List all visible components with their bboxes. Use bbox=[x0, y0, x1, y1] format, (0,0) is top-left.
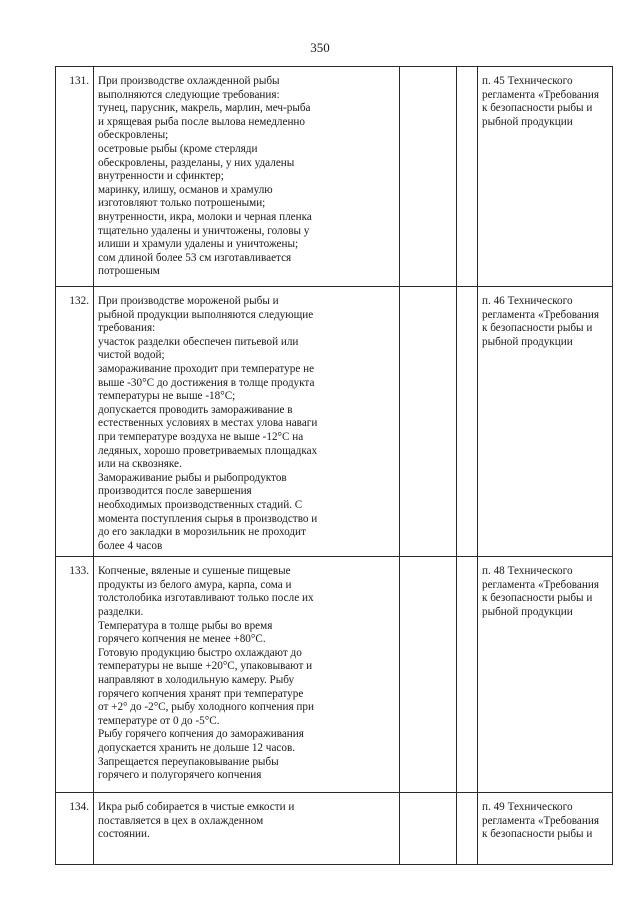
empty-cell bbox=[400, 557, 457, 793]
requirement-text-line: горячего и полугорячего копчения bbox=[98, 769, 262, 782]
row-number: 132. bbox=[56, 287, 94, 557]
requirement-text-line: рыбной продукции выполняются следующие bbox=[98, 308, 314, 321]
row-number: 134. bbox=[56, 793, 94, 865]
requirement-text-line: осетровые рыбы (кроме стерляди bbox=[98, 142, 258, 155]
requirement-text-line: до его закладки в морозильник не проходит bbox=[98, 526, 306, 539]
empty-cell bbox=[400, 287, 457, 557]
requirement-text-line: выше -30°С до достижения в толще продукта bbox=[98, 376, 315, 389]
regulation-reference bbox=[478, 287, 613, 557]
requirement-text-line: более 4 часов bbox=[98, 539, 163, 552]
row-number: 133. bbox=[56, 557, 94, 793]
requirement-text-line: Готовую продукцию быстро охлаждают до bbox=[98, 646, 302, 659]
regulation-reference bbox=[478, 793, 613, 865]
regulation-reference-line: регламента «Требования bbox=[482, 578, 600, 591]
requirement-text-line: замораживание проходит при температуре не bbox=[98, 362, 315, 375]
table-row bbox=[56, 557, 613, 793]
requirement-text-line: тщательно удалены и уничтожены, головы у bbox=[98, 224, 310, 237]
requirement-text-line: от +2° до -2°С, рыбу холодного копчения при bbox=[98, 701, 314, 714]
requirement-text-line: тунец, парусник, макрель, марлин, меч-рыба bbox=[98, 102, 311, 115]
requirement-text-line: сом длиной более 53 см изготавливается bbox=[98, 251, 292, 264]
requirement-text-line: горячего копчения не менее +80°С. bbox=[98, 633, 266, 646]
table-row bbox=[56, 793, 613, 865]
regulation-reference-line: п. 49 Технического bbox=[482, 801, 573, 814]
regulation-reference-line: п. 48 Технического bbox=[482, 565, 573, 578]
requirement-text-line: или на сквозняке. bbox=[98, 458, 182, 471]
regulation-reference-line: регламента «Требования bbox=[482, 308, 600, 321]
regulation-reference-line: к безопасности рыбы и bbox=[482, 322, 593, 335]
requirement-text-line: Рыбу горячего копчения до замораживания bbox=[98, 728, 304, 741]
requirement-text-line: илиши и храмули удалены и уничтожены; bbox=[98, 238, 299, 251]
requirement-text-line: Запрещается переупаковывание рыбы bbox=[98, 755, 279, 768]
regulation-reference-line: рыбной продукции bbox=[482, 115, 573, 128]
requirement-text-line: необходимых производственных стадий. С bbox=[98, 498, 303, 511]
requirement-text-line: При производстве охлажденной рыбы bbox=[98, 75, 280, 87]
requirement-text bbox=[94, 793, 400, 865]
regulation-reference-line: к безопасности рыбы и bbox=[482, 102, 593, 115]
regulation-reference bbox=[478, 557, 613, 793]
requirement-text-line: выполняются следующие требования: bbox=[98, 88, 280, 101]
table-row bbox=[56, 287, 613, 557]
regulation-reference-line: п. 45 Технического bbox=[482, 75, 573, 87]
requirement-text-line: изготовляют только потрошеными; bbox=[98, 197, 266, 210]
requirement-text-line: Замораживание рыбы и рыбопродуктов bbox=[98, 471, 287, 484]
requirement-text-line: температуры не выше +20°С, упаковывают и bbox=[98, 660, 313, 673]
requirement-text-line: производится после завершения bbox=[98, 485, 252, 498]
page-number: 350 bbox=[310, 40, 330, 55]
regulation-reference-line: рыбной продукции bbox=[482, 335, 573, 348]
requirement-text-line: разделки. bbox=[98, 606, 144, 619]
regulation-reference-line: п. 46 Технического bbox=[482, 295, 573, 307]
requirement-text-line: и хрящевая рыба после вылова немедленно bbox=[98, 115, 306, 128]
requirement-text-line: внутренности, икра, молоки и черная пленка bbox=[98, 210, 312, 223]
requirement-text-line: маринку, илишу, османов и храмулю bbox=[98, 183, 273, 196]
requirement-text-line: горячего копчения хранят при температуре bbox=[98, 687, 304, 700]
regulation-reference bbox=[478, 67, 613, 287]
requirement-text-line: допускается хранить не дольше 12 часов. bbox=[98, 742, 296, 754]
requirement-text bbox=[94, 557, 400, 793]
requirement-text-line: момента поступления сырья в производство и bbox=[98, 512, 318, 525]
table-body bbox=[56, 67, 613, 865]
empty-cell bbox=[400, 67, 457, 287]
requirement-text-line: состоянии. bbox=[98, 828, 150, 841]
regulation-reference-line: рыбной продукции bbox=[482, 606, 573, 619]
requirement-text-line: направляют в холодильную камеру. Рыбу bbox=[98, 674, 295, 687]
empty-cell bbox=[400, 793, 457, 865]
regulation-reference-line: регламента «Требования bbox=[482, 88, 600, 101]
row-number: 131. bbox=[56, 67, 94, 287]
requirement-text-line: температуре от 0 до -5°С. bbox=[98, 714, 220, 727]
requirement-text-line: ледяных, хорошо проветриваемых площадках bbox=[98, 444, 318, 457]
requirement-text-line: толстолобика изготавливают только после их bbox=[98, 592, 314, 605]
requirement-text-line: продукты из белого амура, карпа, сома и bbox=[98, 578, 292, 591]
requirement-text-line: внутренности и сфинктер; bbox=[98, 170, 224, 183]
requirement-text bbox=[94, 287, 400, 557]
requirement-text-line: требования: bbox=[98, 322, 156, 335]
requirement-text-line: потрошеным bbox=[98, 265, 160, 278]
requirement-text-line: температуры не выше -18°С; bbox=[98, 390, 236, 403]
table-row bbox=[56, 67, 613, 287]
empty-cell bbox=[457, 793, 478, 865]
empty-cell bbox=[457, 67, 478, 287]
requirement-text-line: При производстве мороженой рыбы и bbox=[98, 295, 279, 307]
regulation-reference-line: к безопасности рыбы и bbox=[482, 828, 593, 841]
empty-cell bbox=[457, 557, 478, 793]
requirements-table bbox=[55, 66, 613, 865]
requirement-text-line: обескровлены, разделаны, у них удалены bbox=[98, 156, 295, 169]
requirement-text bbox=[94, 67, 400, 287]
requirement-text-line: обескровлены; bbox=[98, 129, 169, 142]
requirement-text-line: Температура в толще рыбы во время bbox=[98, 619, 273, 632]
requirement-text-line: поставляется в цех в охлажденном bbox=[98, 814, 264, 827]
requirement-text-line: чистой водой; bbox=[98, 349, 165, 362]
requirement-text-line: Копченые, вяленые и сушеные пищевые bbox=[98, 565, 291, 578]
regulation-reference-line: к безопасности рыбы и bbox=[482, 592, 593, 605]
regulation-reference-line: регламента «Требования bbox=[482, 814, 600, 827]
requirement-text-line: Икра рыб собирается в чистые емкости и bbox=[98, 801, 295, 814]
requirement-text-line: участок разделки обеспечен питьевой или bbox=[98, 335, 299, 348]
requirement-text-line: при температуре воздуха не выше -12°С на bbox=[98, 430, 304, 443]
empty-cell bbox=[457, 287, 478, 557]
requirement-text-line: естественных условиях в местах улова наваги bbox=[98, 417, 318, 430]
requirement-text-line: допускается проводить замораживание в bbox=[98, 403, 293, 416]
